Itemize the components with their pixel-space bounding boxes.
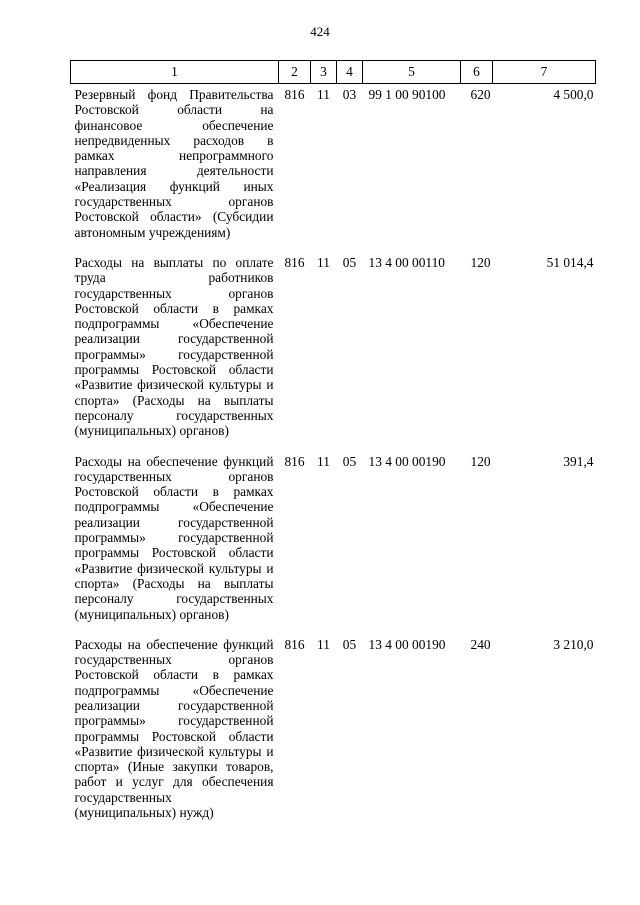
table-row xyxy=(71,451,596,634)
expense-type-code: 240 xyxy=(470,636,491,652)
expense-description: Расходы на выплаты по оплате труда работников государственных органов Ростовской области в рамках подпрограммы «Обеспечение реализации государственной программы» государственной программы Ростовской области «Развитие физической культуры и спорта» (Расходы на выплаты персоналу государственных (муниципальных) органов) xyxy=(74,254,274,439)
table-row xyxy=(71,252,596,451)
table-body xyxy=(71,84,596,821)
section-code: 11 xyxy=(317,87,330,102)
ministry-code: 816 xyxy=(284,254,305,270)
header-col-2: 2 xyxy=(279,61,311,84)
expense-type-code: 120 xyxy=(470,254,491,270)
header-col-4: 4 xyxy=(337,61,363,84)
table-header xyxy=(71,61,596,84)
expense-type-code: 120 xyxy=(470,453,491,469)
target-article-code: 13 4 00 00190 xyxy=(368,453,446,469)
amount: 391,4 xyxy=(563,453,594,469)
header-col-6: 6 xyxy=(461,61,493,84)
section-code: 11 xyxy=(317,636,330,652)
budget-table xyxy=(70,60,596,820)
ministry-code: 816 xyxy=(284,636,305,652)
target-article-code: 13 4 00 00190 xyxy=(368,636,446,652)
section-code: 11 xyxy=(317,453,330,469)
subsection-code: 05 xyxy=(342,254,357,270)
header-col-5: 5 xyxy=(363,61,461,84)
amount: 4 500,0 xyxy=(553,87,594,102)
target-article-code: 99 1 00 90100 xyxy=(368,87,446,102)
header-row xyxy=(71,61,596,84)
expense-type-code: 620 xyxy=(470,87,491,102)
page-number: 424 xyxy=(310,24,330,39)
subsection-code: 03 xyxy=(342,87,357,102)
subsection-code: 05 xyxy=(342,453,357,469)
subsection-code: 05 xyxy=(342,636,357,652)
table-row xyxy=(71,634,596,821)
amount: 51 014,4 xyxy=(546,254,594,270)
header-col-3: 3 xyxy=(311,61,337,84)
ministry-code: 816 xyxy=(284,87,305,102)
header-col-7: 7 xyxy=(493,61,596,84)
expense-description: Расходы на обеспечение функций государственных органов Ростовской области в рамках подпрограммы «Обеспечение реализации государственной программы» государственной программы Ростовской области «Развитие физической культуры и спорта» (Иные закупки товаров, работ и услуг для обеспечения государственных (муниципальных) нужд) xyxy=(74,636,274,821)
header-col-1: 1 xyxy=(71,61,279,84)
ministry-code: 816 xyxy=(284,453,305,469)
amount: 3 210,0 xyxy=(553,636,594,652)
table-row xyxy=(71,84,596,252)
target-article-code: 13 4 00 00110 xyxy=(368,254,445,270)
section-code: 11 xyxy=(317,254,330,270)
expense-description: Расходы на обеспечение функций государственных органов Ростовской области в рамках подпрограммы «Обеспечение реализации государственной программы» государственной программы Ростовской области «Развитие физической культуры и спорта» (Расходы на выплаты персоналу государственных (муниципальных) органов) xyxy=(74,453,274,622)
expense-description: Резервный фонд Правительства Ростовской области на финансовое обеспечение непредвиденных расходов в рамках непрограммного направления деятельности «Реализация функций иных государственных органов Ростовской области» (Субсидии автономным учреждениям) xyxy=(74,87,274,240)
